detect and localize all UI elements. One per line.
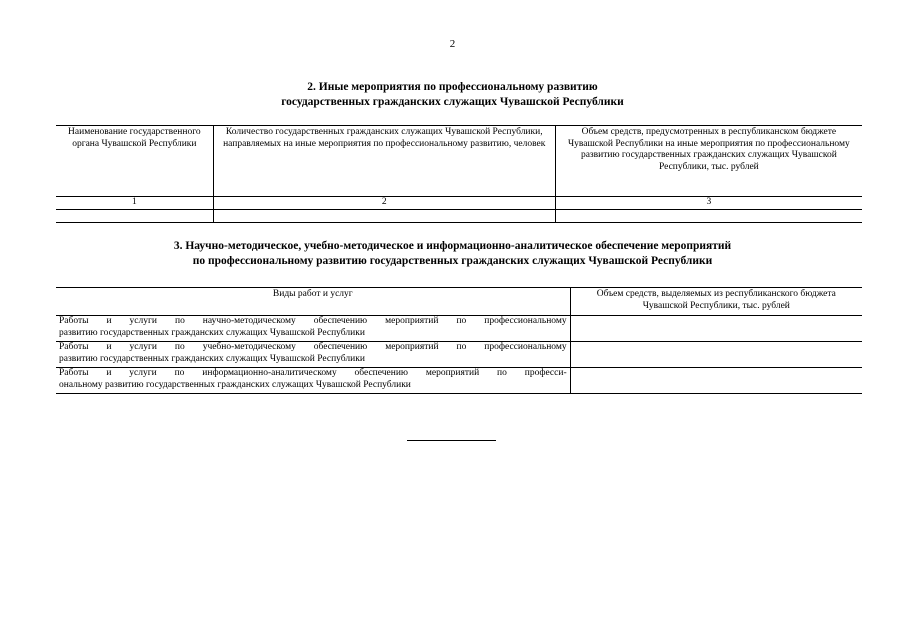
work-type-line: ональному развитию государственных гражданских служащих Чувашской Республики xyxy=(59,379,411,390)
support-services-table xyxy=(56,287,862,394)
section-2-title-line-2: государственных гражданских служащих Чувашской Республики xyxy=(281,96,624,108)
section-2-title xyxy=(0,80,905,110)
work-type-line: развитию государственных гражданских служащих Чувашской Республики xyxy=(59,353,365,364)
section-3-title xyxy=(0,239,905,269)
funds-cell xyxy=(570,342,862,368)
empty-cell xyxy=(555,209,862,222)
work-type-line: Работы и услуги по информационно-аналитическому обеспечению мероприятий по професси- xyxy=(59,368,567,378)
header-funds-amount-text: Объем средств, предусмотренных в республиканском бюджете Чувашской Республики на иные мероприятия по профессиональному развитию государственных гражданских служащих Чувашской Республики, тыс. рублей xyxy=(567,127,850,172)
table-header-row xyxy=(56,126,862,197)
table-header-row xyxy=(56,288,862,316)
table-row xyxy=(56,209,862,222)
end-separator-line xyxy=(407,440,496,441)
section-3-title-line-2: по профессиональному развитию государственных гражданских служащих Чувашской Республики xyxy=(192,255,713,267)
empty-cell xyxy=(213,209,555,222)
table-row xyxy=(56,368,862,394)
section-2-title-line-1: 2. Иные мероприятия по профессиональному развитию xyxy=(307,81,598,93)
work-type-cell xyxy=(56,368,570,394)
page-number: 2 xyxy=(449,38,456,50)
column-number-3: 3 xyxy=(555,197,862,210)
header-employee-count: Количество государственных гражданских служащих Чувашской Республики, направляемых на иные мероприятия по профессиональному развитию, человек xyxy=(213,126,555,197)
section-3-title-line-1: 3. Научно-методическое, учебно-методическое и информационно-аналитическое обеспечение мероприятий xyxy=(173,240,732,252)
column-number-1: 1 xyxy=(56,197,213,210)
work-type-cell xyxy=(56,342,570,368)
column-number-2: 2 xyxy=(213,197,555,210)
empty-cell xyxy=(56,209,213,222)
header-budget-funds: Объем средств, выделяемых из республиканского бюджета Чувашской Республики, тыс. рублей xyxy=(570,288,862,316)
header-work-types: Виды работ и услуг xyxy=(56,288,570,316)
funds-cell xyxy=(570,368,862,394)
work-type-line: Работы и услуги по научно-методическому обеспечению мероприятий по профессиональному xyxy=(59,316,567,326)
header-funds-amount xyxy=(555,126,862,197)
header-agency-name: Наименование государственного органа Чувашской Республики xyxy=(56,126,213,197)
work-type-line: развитию государственных гражданских служащих Чувашской Республики xyxy=(59,327,365,338)
work-type-cell xyxy=(56,316,570,342)
funds-cell xyxy=(570,316,862,342)
column-number-row xyxy=(56,197,862,210)
work-type-line: Работы и услуги по учебно-методическому обеспечению мероприятий по профессиональному xyxy=(59,342,567,352)
other-activities-table xyxy=(56,125,862,223)
table-row xyxy=(56,342,862,368)
table-row xyxy=(56,316,862,342)
